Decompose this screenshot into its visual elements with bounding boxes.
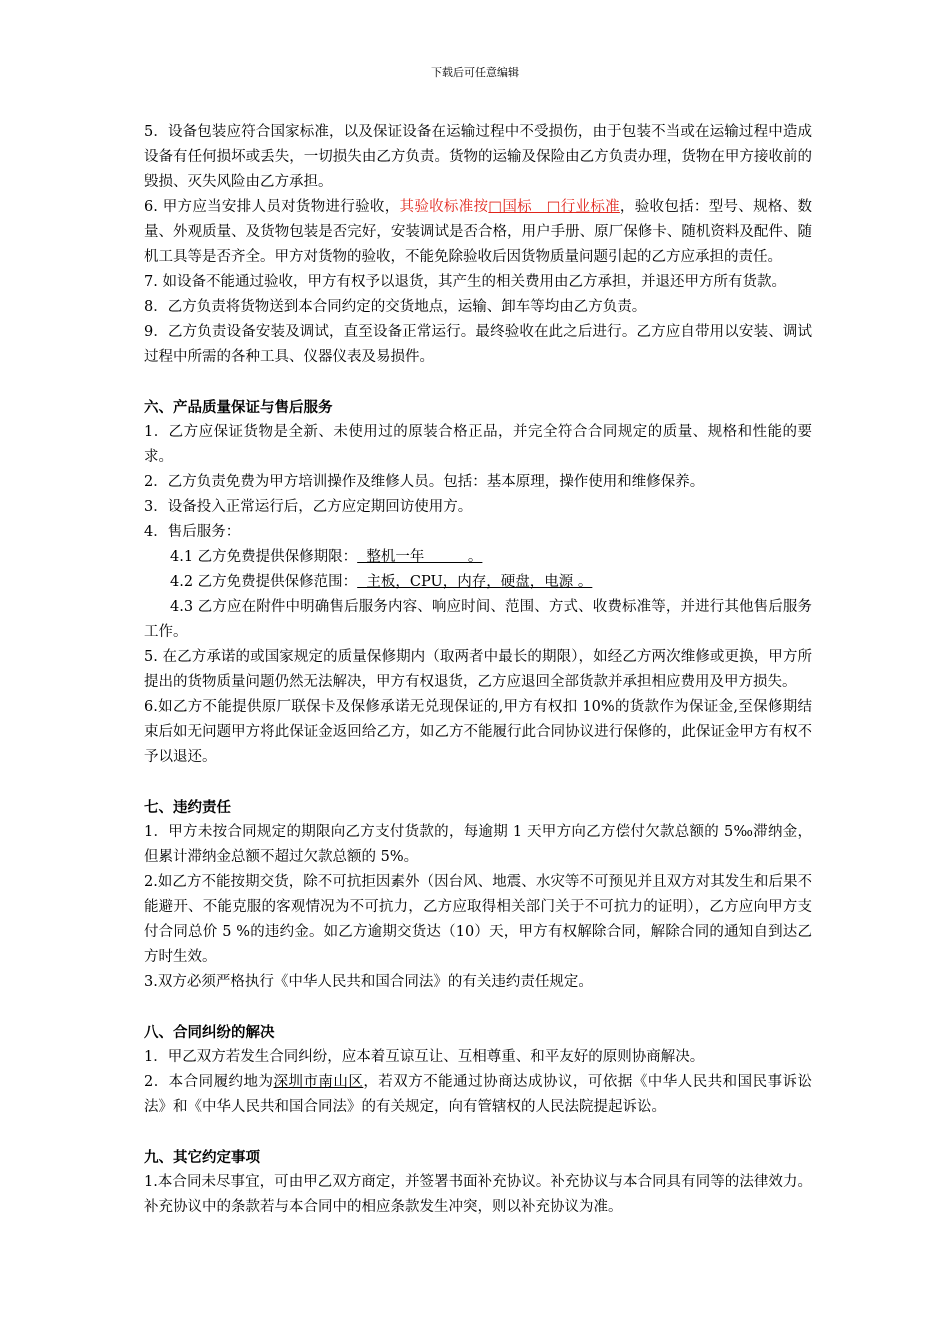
section-9-title: 九、其它约定事项 (144, 1149, 260, 1166)
section-7-title: 七、违约责任 (144, 799, 231, 816)
clause-7-2: 2.如乙方不能按期交货，除不可抗拒因素外（因台风、地震、水灾等不可预见并且双方对其发生和后果不能避开、不能克服的客观情况为不可抗力，乙方应取得相关部门关于不可抗力的证明），乙方应向甲方支付合同总价 5 %的违约金。如乙方逾期交货达（10）天，甲方有权解除合同，解除合同的通知自到达乙方时生效。 (144, 874, 812, 965)
venue-value: 深圳市南山区 (273, 1074, 364, 1090)
clause-5-7: 7. 如设备不能通过验收，甲方有权予以退货，其产生的相关费用由乙方承担，并退还甲方所有货款。 (144, 274, 786, 290)
clause-6-3: 3．设备投入正常运行后，乙方应定期回访使用方。 (144, 499, 473, 515)
section-6-title: 六、产品质量保证与售后服务 (144, 399, 333, 416)
clause-6-4-3: 4.3 乙方应在附件中明确售后服务内容、响应时间、范围、方式、收费标准等，并进行其他售后服务工作。 (144, 599, 812, 640)
section-8-title: 八、合同纠纷的解决 (144, 1024, 275, 1041)
clause-5-5: 5．设备包装应符合国家标准，以及保证设备在运输过程中不受损伤，由于包装不当或在运输过程中造成设备有任何损坏或丢失，一切损失由乙方负责。货物的运输及保险由乙方负责办理，货物在甲方接收前的毁损、灭失风险由乙方承担。 (144, 124, 812, 190)
clause-6-4-1: 4.1 乙方免费提供保修期限： 整机一年 。 (170, 549, 483, 565)
clause-7-3: 3.双方必须严格执行《中华人民共和国合同法》的有关违约责任规定。 (144, 974, 593, 990)
clause-8-2: 2．本合同履约地为深圳市南山区，若双方不能通过协商达成协议，可依据《中华人民共和国民事诉讼法》和《中华人民共和国合同法》的有关规定，向有管辖权的人民法院提起诉讼。 (144, 1074, 813, 1115)
clause-5-8: 8．乙方负责将货物送到本合同约定的交货地点，运输、卸车等均由乙方负责。 (144, 299, 647, 315)
warranty-scope-value: 主板，CPU，内存，硬盘，电源 。 (357, 574, 593, 590)
warranty-period-value: 整机一年 。 (357, 549, 483, 565)
document-body (144, 120, 812, 1220)
inspection-standard-options: □国标 □行业标准 (488, 199, 620, 215)
clause-9-1: 1.本合同未尽事宜，可由甲乙双方商定，并签署书面补充协议。补充协议与本合同具有同等的法律效力。补充协议中的条款若与本合同中的相应条款发生冲突，则以补充协议为准。 (144, 1174, 812, 1215)
clause-6-1: 1．乙方应保证货物是全新、未使用过的原装合格正品，并完全符合合同规定的质量、规格和性能的要求。 (144, 424, 812, 465)
clause-8-1: 1．甲乙双方若发生合同纠纷，应本着互谅互让、互相尊重、和平友好的原则协商解决。 (144, 1049, 705, 1065)
clause-6-5: 5. 在乙方承诺的或国家规定的质量保修期内（取两者中最长的期限），如经乙方两次维修或更换，甲方所提出的货物质量问题仍然无法解决，甲方有权退货，乙方应退回全部货款并承担相应费用及甲方损失。 (144, 649, 812, 690)
clause-5-6: 6. 甲方应当安排人员对货物进行验收，其验收标准按□国标 □行业标准，验收包括：型号、规格、数量、外观质量、及货物包装是否完好，安装调试是否合格，用户手册、原厂保修卡、随机资料及配件、随机工具等是否齐全。甲方对货物的验收，不能免除验收后因货物质量问题引起的乙方应承担的责任。 (144, 199, 813, 265)
clause-6-6: 6.如乙方不能提供原厂联保卡及保修承诺无兑现保证的,甲方有权扣 10%的货款作为保证金,至保修期结束后如无问题甲方将此保证金返回给乙方，如乙方不能履行此合同协议进行保修的，此保证金甲方有权不予以退还。 (144, 699, 812, 765)
clause-7-1: 1．甲方未按合同规定的期限向乙方支付货款的，每逾期 1 天甲方向乙方偿付欠款总额的 5‰滞纳金，但累计滞纳金总额不超过欠款总额的 5%。 (144, 824, 812, 865)
clause-6-4-2: 4.2 乙方免费提供保修范围： 主板，CPU，内存，硬盘，电源 。 (170, 574, 593, 590)
page-header: 下载后可任意编辑 (431, 66, 519, 79)
clause-6-4: 4．售后服务： (144, 524, 241, 540)
clause-6-2: 2．乙方负责免费为甲方培训操作及维修人员。包括：基本原理，操作使用和维修保养。 (144, 474, 705, 490)
clause-5-9: 9．乙方负责设备安装及调试，直至设备正常运行。最终验收在此之后进行。乙方应自带用以安装、调试过程中所需的各种工具、仪器仪表及易损件。 (144, 324, 812, 365)
